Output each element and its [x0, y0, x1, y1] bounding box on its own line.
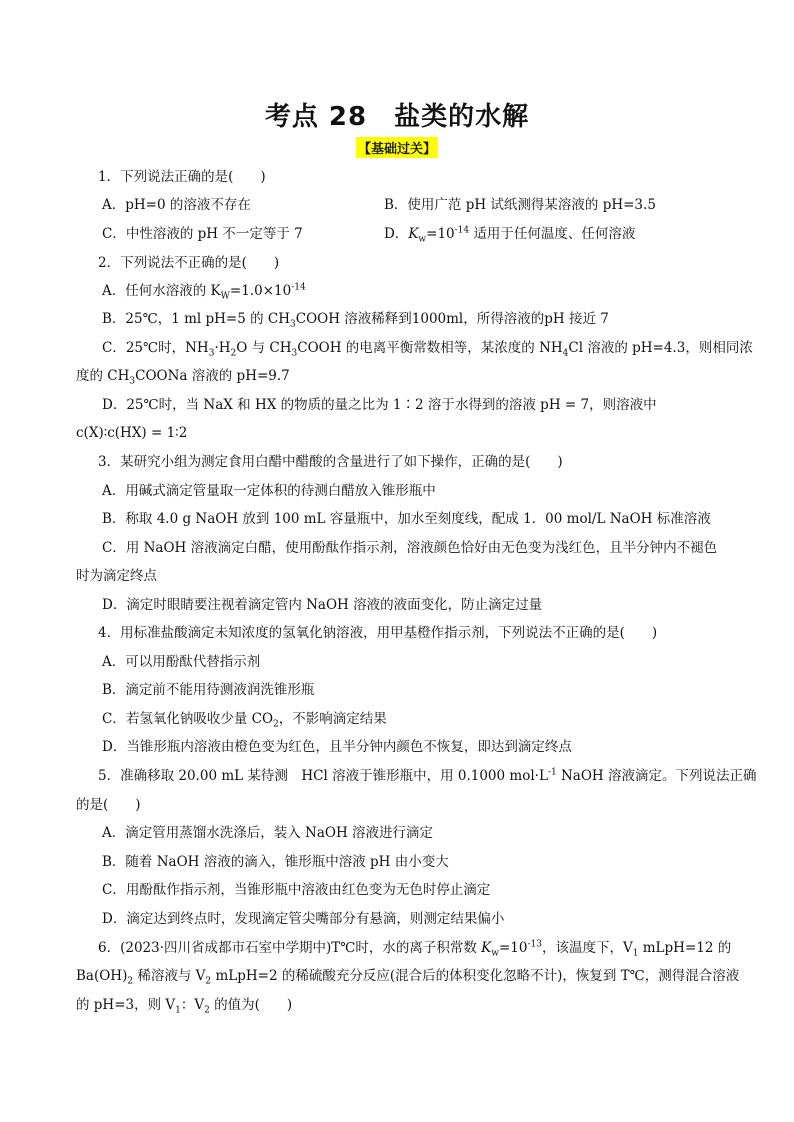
q2-option-c-line2: 度的 $CH_3COONa$ 溶液的 pH=9.7 [76, 368, 290, 387]
q4-option-c: C．若氢氧化钠吸收少量 $CO_2$，不影响滴定结果 [102, 711, 387, 730]
q4-stem: 4．用标准盐酸滴定未知浓度的氢氧化钠溶液，用甲基橙作指示剂，下列说法不正确的是( ) [98, 625, 658, 641]
q2-option-d-line2: c(X)∶c(HX) = 1∶2 [76, 425, 188, 441]
badge-row [0, 137, 794, 158]
q3-option-c-line2: 时为滴定终点 [76, 568, 157, 584]
q6-stem-line3: 的 pH=3，则 $V_1$：$V_2$ 的值为( ) [76, 997, 293, 1016]
q2-option-a: A．任何水溶液的 $K_W=1.0\times 10^{-14}$ [102, 282, 306, 302]
q5-option-d: D．滴定达到终点时，发现滴定管尖嘴部分有悬滴，则测定结果偏小 [102, 911, 505, 927]
page-title: 考点 28 盐类的水解 [264, 102, 530, 132]
q2-stem: 2．下列说法不正确的是( ) [98, 255, 280, 271]
q1-option-a: A．pH=0 的溶液不存在 [102, 197, 251, 213]
q2-option-d-line1: D．25℃时，当 NaX 和 HX 的物质的量之比为 1∶2 溶于水得到的溶液 pH = 7，则溶液中 [102, 397, 657, 413]
q5-stem-line2: 的是( ) [76, 797, 141, 813]
section-badge: 【基础过关】 [356, 137, 438, 158]
q3-stem: 3．某研究小组为测定食用白醋中醋酸的含量进行了如下操作，正确的是( ) [98, 454, 563, 470]
q4-option-a: A．可以用酚酞代替指示剂 [102, 654, 261, 670]
q5-stem-line1: 5．准确移取 20.00 mL 某待测 HCl 溶液于锥形瓶中，用 0.1000 $mol\cdot L^{-1}$ NaOH 溶液滴定。下列说法正确 [98, 767, 757, 784]
q2-option-b: B．25℃，1 ml pH=5 的 $CH_3COOH$ 溶液稀释到1000ml，所得溶液的pH 接近 7 [102, 311, 609, 330]
q6-stem-line2: $Ba(OH)_2$ 稀溶液与 $V_2$ mLpH=2 的稀硫酸充分反应(混合后的体积变化忽略不计)，恢复到 T℃，测得混合溶液 [76, 968, 740, 987]
q1-option-b: B．使用广范 pH 试纸测得某溶液的 pH=3.5 [384, 197, 656, 213]
q3-option-b: B．称取 4.0 g NaOH 放到 100 mL 容量瓶中，加水至刻度线，配成 1．00 mol/L NaOH 标准溶液 [102, 511, 711, 527]
q5-option-b: B．随着 NaOH 溶液的滴入，锥形瓶中溶液 pH 由小变大 [102, 854, 449, 870]
q4-option-b: B．滴定前不能用待测液润洗锥形瓶 [102, 682, 315, 698]
q3-option-a: A．用碱式滴定管量取一定体积的待测白醋放入锥形瓶中 [102, 483, 436, 499]
q5-option-a: A．滴定管用蒸馏水洗涤后，装入 NaOH 溶液进行滴定 [102, 825, 434, 841]
q3-option-d: D．滴定时眼睛要注视着滴定管内 NaOH 溶液的液面变化，防止滴定过量 [102, 597, 543, 613]
q2-option-c-line1: C．25℃时，$NH_3\cdot H_2O$ 与 $CH_3COOH$ 的电离平衡常数相等，某浓度的 $NH_4Cl$ 溶液的 pH=4.3，则相同浓 [102, 340, 753, 359]
q4-option-d: D．当锥形瓶内溶液由橙色变为红色，且半分钟内颜色不恢复，即达到滴定终点 [102, 739, 572, 755]
q6-stem-line1: 6．(2023·四川省成都市石室中学期中)T℃时，水的离子积常数 $K_w=10^{-13}$，该温度下，$V_1$ mLpH=12 的 [98, 939, 732, 959]
q1-option-c: C．中性溶液的 pH 不一定等于 7 [102, 226, 303, 242]
q5-option-c: C．用酚酞作指示剂，当锥形瓶中溶液由红色变为无色时停止滴定 [102, 882, 491, 898]
q1-option-d: D．$K_w=10^{-14}$ 适用于任何温度、任何溶液 [384, 225, 636, 245]
q3-option-c-line1: C．用 NaOH 溶液滴定白醋，使用酚酞作指示剂，溶液颜色恰好由无色变为浅红色，且半分钟内不褪色 [102, 540, 718, 556]
q1-stem: 1．下列说法正确的是( ) [98, 169, 266, 185]
